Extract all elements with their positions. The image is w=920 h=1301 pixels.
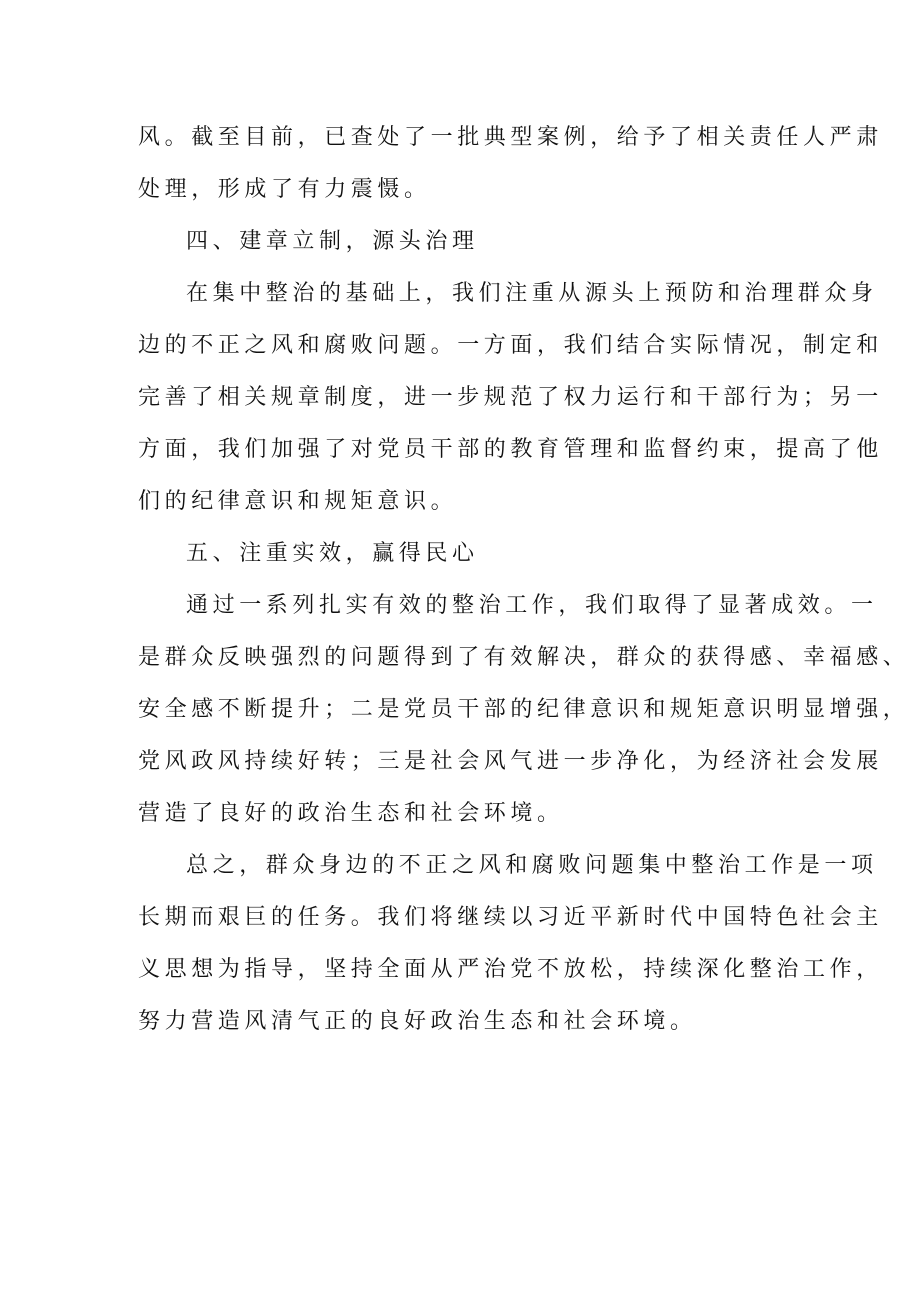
paragraph-line: 安全感不断提升；二是党员干部的纪律意识和规矩意识明显增强， — [138, 697, 910, 722]
paragraph-line: 在集中整治的基础上，我们注重从源头上预防和治理群众身 — [186, 281, 878, 306]
paragraph-line: 总之，群众身边的不正之风和腐败问题集中整治工作是一项 — [186, 853, 878, 878]
paragraph-line: 处理，形成了有力震慑。 — [138, 177, 431, 202]
paragraph-line: 是群众反映强烈的问题得到了有效解决，群众的获得感、幸福感、 — [138, 645, 910, 670]
paragraph-line: 努力营造风清气正的良好政治生态和社会环境。 — [138, 1009, 697, 1034]
section-heading: 四、建章立制，源头治理 — [186, 229, 479, 254]
paragraph-line: 党风政风持续好转；三是社会风气进一步净化，为经济社会发展 — [138, 749, 883, 774]
paragraph-line: 们的纪律意识和规矩意识。 — [138, 489, 458, 514]
paragraph-line: 完善了相关规章制度，进一步规范了权力运行和干部行为；另一 — [138, 385, 883, 410]
paragraph-line: 通过一系列扎实有效的整治工作，我们取得了显著成效。一 — [186, 593, 878, 618]
paragraph-line: 营造了良好的政治生态和社会环境。 — [138, 801, 564, 826]
paragraph-line: 长期而艰巨的任务。我们将继续以习近平新时代中国特色社会主 — [138, 905, 883, 930]
paragraph-line: 义思想为指导，坚持全面从严治党不放松，持续深化整治工作， — [138, 957, 883, 982]
paragraph-line: 边的不正之风和腐败问题。一方面，我们结合实际情况，制定和 — [138, 333, 883, 358]
paragraph-line: 风。截至目前，已查处了一批典型案例，给予了相关责任人严肃 — [138, 125, 883, 150]
paragraph-line: 方面，我们加强了对党员干部的教育管理和监督约束，提高了他 — [138, 437, 883, 462]
document-body — [138, 112, 910, 1048]
section-heading: 五、注重实效，赢得民心 — [186, 541, 479, 566]
